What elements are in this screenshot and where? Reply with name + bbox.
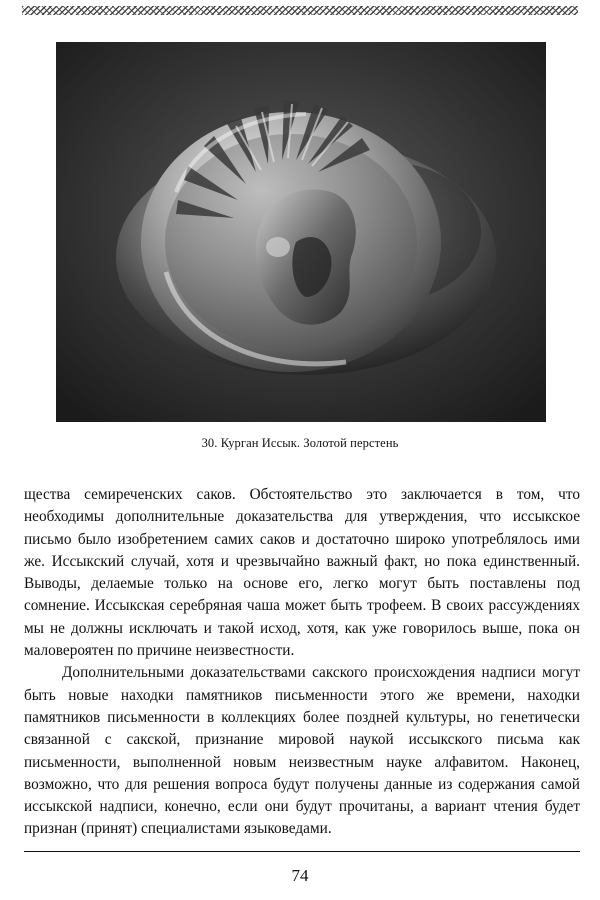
header-ornament bbox=[22, 6, 578, 15]
page-number: 74 bbox=[291, 866, 309, 885]
body-text bbox=[24, 484, 580, 841]
figure-photo bbox=[56, 42, 546, 422]
gold-ring-image bbox=[56, 42, 546, 422]
paragraph: Дополнительными доказательствами сакского происхождения надписи могут быть новые находки памятников письменности этого же времени, находки памятников письменности в коллекциях более поздней культуры, но генетически связанной с сакской, признание мировой наукой иссыкского письма как письменности, выполненной новым неизвестным науке алфавитом. Наконец, возможно, что для решения вопроса будут получены данные из содержания самой иссыкской надписи, конечно, если они будут прочитаны, а вариант чтения будет признан (принят) специалистами языковедами. bbox=[24, 664, 580, 838]
figure-caption: 30. Курган Иссык. Золотой перстень bbox=[201, 436, 399, 450]
footer-rule bbox=[24, 851, 580, 852]
paragraph: щества семиреченских саков. Обстоятельство это заключается в том, что необходимы дополнительные доказательства для утверждения, что иссыкское письмо было изобретением самих саков и достаточно широко употреблялось ими же. Иссыкский случай, хотя и чрезвычайно важный факт, но пока единственный. Выводы, делаемые только на основе его, легко могут быть поставлены под сомнение. Иссыкская серебряная чаша может быть трофеем. В своих рассуждениях мы не должны исключать и такой исход, хотя, как уже говорилось выше, пока он маловероятен по причине неизвестности. bbox=[24, 486, 580, 660]
